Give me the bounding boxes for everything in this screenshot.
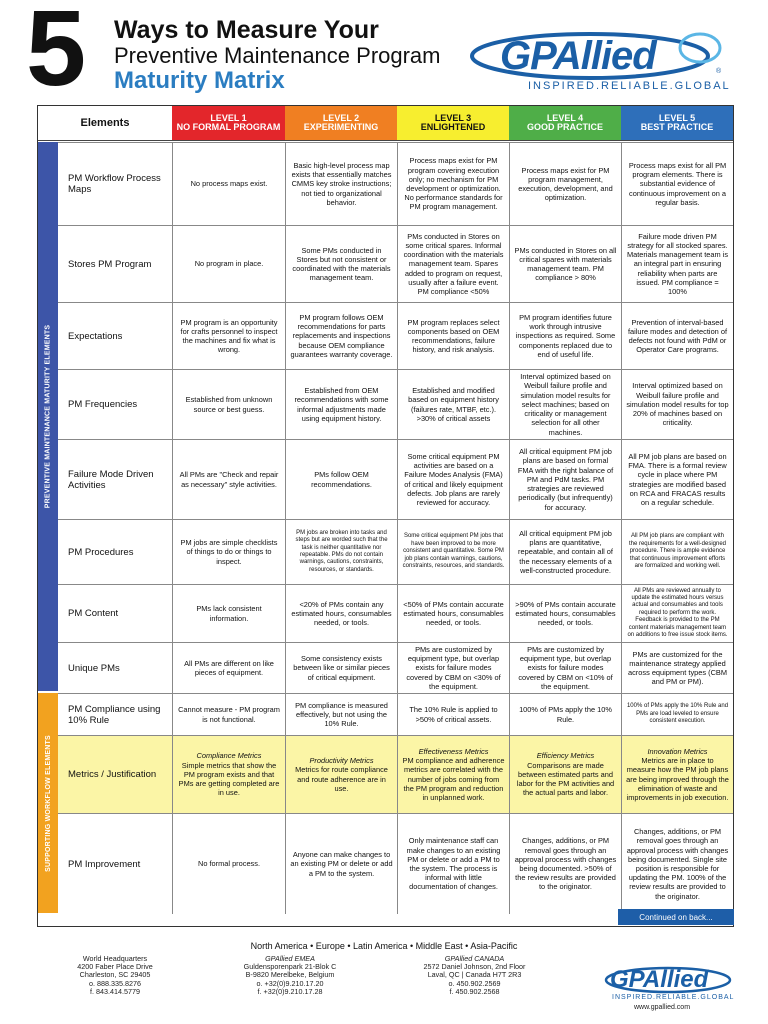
- level-2-cell: [285, 520, 397, 584]
- cell-text: Some consistency exists between like or similar pieces of critical equipment.: [293, 654, 390, 682]
- cell-content: [626, 703, 729, 725]
- level-3-cell: [397, 370, 509, 439]
- cell-text: No formal process.: [197, 859, 261, 869]
- level-5-cell: [621, 226, 733, 302]
- cell-text: Process maps exist for PM program covering execution only; no mechanism for PM development or optimization. No performance standards for PM program management.: [404, 156, 503, 212]
- level-5-cell: [621, 143, 733, 225]
- cell-text: Process maps exist for all PM program elements. There is substantial evidence of continuous improvement on a regular basis.: [628, 160, 727, 207]
- level-2-cell: [285, 370, 397, 439]
- page-header: [0, 0, 768, 108]
- element-name: PM Frequencies: [68, 399, 138, 410]
- cell-content: [290, 850, 393, 878]
- cell-text: 100% of PMs apply the 10% Rule and PMs are load leveled to ensure consistent execution.: [626, 703, 729, 725]
- level-1-cell: [172, 736, 285, 813]
- cell-content: [402, 747, 505, 802]
- element-name: PM Content: [68, 608, 119, 619]
- level-4-cell: [509, 736, 621, 813]
- cell-text: Anyone can make changes to an existing PM or delete or add a PM to the system.: [290, 850, 393, 878]
- level-2-cell: [285, 643, 397, 693]
- level-4-name: GOOD PRACTICE: [526, 122, 603, 132]
- level-4-cell: [509, 643, 621, 693]
- level-2-cell: [285, 585, 397, 642]
- cell-content: [626, 161, 729, 207]
- level-1-cell: [172, 520, 285, 584]
- level-4-cell: [509, 585, 621, 642]
- registered-mark: ®: [716, 68, 722, 75]
- level-1-cell: [172, 694, 285, 735]
- cell-text: Some critical equipment PM activities are based on a Failure Modes Analysis (FMA) of critical and likely equipment defects. Job plans are rarely reviewed for accuracy.: [404, 451, 503, 507]
- cell-text: Changes, additions, or PM removal goes through an approval process with changes being documented. >50% of the review results are provided to the originator.: [514, 836, 617, 892]
- level-5-name: BEST PRACTICE: [640, 122, 714, 132]
- cell-content: [402, 533, 505, 570]
- cell-content: [290, 756, 393, 793]
- cell-text: PM jobs are broken into tasks and steps but are worded such that the task is neither quantitative nor repeatable. PMs do not contain warnings, cautions, constraints, resources, or standards.: [295, 529, 388, 573]
- cell-text: All PM job plans are based on FMA. There is a formal review cycle in place where PM strategies are modified based on RCA and FRACAS results on a regular schedule.: [628, 451, 727, 507]
- level-1-cell: [172, 643, 285, 693]
- level-3-cell: [397, 520, 509, 584]
- office-canada-line-4: f. 450.902.2568: [449, 986, 500, 996]
- cell-content: [514, 836, 617, 891]
- level-3-number: LEVEL 3: [434, 113, 472, 123]
- level-2-cell: [285, 303, 397, 369]
- metric-title: Efficiency Metrics: [536, 751, 595, 761]
- level-1-name: NO FORMAL PROGRAM: [176, 122, 281, 132]
- level-5-cell: [621, 694, 733, 735]
- office-hq-line-3: o. 888.335.8276: [89, 978, 141, 988]
- cell-content: [177, 538, 281, 566]
- level-1-cell: [172, 585, 285, 642]
- element-name: Metrics / Justification: [68, 769, 157, 780]
- office-emea-line-4: f. +32(0)9.210.17.28: [257, 986, 323, 996]
- level-5-header: [621, 106, 733, 140]
- table-row: [58, 584, 733, 642]
- title-number: 5: [26, 0, 83, 108]
- level-1-cell: [172, 814, 285, 914]
- cell-text: No program in place.: [194, 259, 264, 269]
- sidebar-preventive-label: PREVENTIVE MAINTENANCE MATURITY ELEMENTS: [44, 324, 52, 509]
- table-row: [58, 813, 733, 914]
- cell-content: [402, 318, 505, 355]
- office-canada-line-3: o. 450.902.2569: [448, 978, 501, 988]
- level-3-cell: [397, 226, 509, 302]
- cell-text: All PMs are different on like pieces of equipment.: [184, 658, 274, 677]
- cell-text: PM compliance is measured effectively, but not using the 10% Rule.: [295, 700, 388, 729]
- table-row: [58, 693, 733, 735]
- cell-text: PM program identifies future work through intrusive inspections as required. Some components replaced due to end of useful life.: [515, 312, 616, 359]
- cell-content: [290, 654, 393, 682]
- table-row: [58, 369, 733, 439]
- cell-text: Established from OEM recommendations with some informal adjustments made using equipment history.: [294, 386, 389, 423]
- level-5-cell: [621, 303, 733, 369]
- level-1-cell: [172, 143, 285, 225]
- office-emea: [215, 955, 365, 1015]
- title-line-1: Ways to Measure Your: [114, 16, 379, 44]
- level-1-cell: [172, 226, 285, 302]
- cell-content: [514, 751, 617, 797]
- table-row: [58, 439, 733, 519]
- office-canada-line-2: Laval, QC | Canada H7T 2R3: [427, 970, 522, 980]
- office-canada-name: GPAllied CANADA: [444, 954, 505, 963]
- level-4-header: [509, 106, 621, 140]
- cell-text: Prevention of interval-based failure modes and detection of defects not found with PdM or Operator Care programs.: [627, 317, 728, 355]
- cell-text: Established from unknown source or best guess.: [185, 395, 273, 414]
- cell-text: Metrics for route compliance and route adherence are in use.: [295, 765, 388, 793]
- table-row: [58, 735, 733, 813]
- level-1-header: [172, 106, 285, 140]
- office-hq: [40, 955, 190, 1015]
- cell-text: Cannot measure - PM program is not functional.: [178, 705, 280, 724]
- table-row: [58, 642, 733, 693]
- cell-text: 100% of PMs apply the 10% Rule.: [519, 705, 612, 724]
- cell-text: PM program follows OEM recommendations for parts replacements and inspections because OEM compliance guarantees warranty coverage.: [290, 312, 393, 359]
- level-2-name: EXPERIMENTING: [303, 122, 379, 132]
- cell-text: Established and modified based on equipment history (failures rate, MTBF, etc.). >30% of critical assets: [408, 386, 499, 423]
- office-emea-line-1: Guldensporenpark 21-Blok C: [243, 962, 337, 972]
- cell-content: [402, 705, 505, 723]
- cell-content: [290, 701, 393, 729]
- table-row: [58, 142, 733, 225]
- cell-text: >90% of PMs contain accurate estimated hours, consumables needed, or tools.: [515, 599, 616, 628]
- level-5-cell: [621, 585, 733, 642]
- cell-text: All PMs are "Check and repair as necessary" style activities.: [179, 470, 279, 489]
- cell-content: [402, 452, 505, 507]
- cell-text: Interval optimized based on Weibull failure profile and simulation model results for top 20% of machines based on criticality.: [626, 381, 729, 428]
- element-name: PM Procedures: [68, 546, 134, 558]
- cell-content: [514, 600, 617, 628]
- cell-text: PM program is an opportunity for crafts personnel to inspect the machines and fix what is wrong.: [180, 317, 278, 355]
- office-canada-line-1: 2572 Daniel Johnson, 2nd Floor: [423, 962, 526, 972]
- cell-content: [402, 645, 505, 691]
- metric-title: Productivity Metrics: [309, 756, 374, 766]
- cell-content: [514, 372, 617, 436]
- cell-text: No process maps exist.: [190, 179, 268, 189]
- element-name: Stores PM Program: [68, 258, 152, 270]
- level-3-cell: [397, 143, 509, 225]
- cell-content: [626, 381, 729, 427]
- level-1-cell: [172, 370, 285, 439]
- cell-content: [402, 600, 505, 628]
- cell-content: [177, 470, 281, 488]
- cell-content: [402, 232, 505, 296]
- cell-content: [514, 705, 617, 723]
- cell-text: Some PMs conducted in Stores but not consistent or coordinated with the materials management team.: [292, 245, 391, 283]
- sidebar-supporting-label: SUPPORTING WORKFLOW ELEMENTS: [44, 734, 52, 872]
- cell-content: [402, 836, 505, 891]
- cell-content: [290, 161, 393, 207]
- cell-text: Only maintenance staff can make changes to an existing PM or delete or add a PM to the system. The process is informal with little documentation of changes.: [406, 836, 501, 892]
- element-name: PM Improvement: [68, 858, 141, 870]
- level-3-name: ENLIGHTENED: [420, 122, 486, 132]
- cell-content: [626, 318, 729, 355]
- cell-text: Interval optimized based on Weibull failure profile and simulation model results for select machines; based on criticality or management selection for all other machines.: [520, 372, 611, 437]
- element-name: Unique PMs: [68, 662, 120, 674]
- footer-logo: [604, 966, 744, 1016]
- cell-text: Simple metrics that show the PM program exists and that PMs are getting completed are in use.: [178, 760, 280, 798]
- cell-text: Metrics are in place to measure how the PM job plans are being improved through the elimination of waste and improvements in job execution.: [626, 756, 729, 802]
- cell-content: [191, 179, 268, 188]
- cell-content: [177, 604, 281, 622]
- metric-title: Compliance Metrics: [196, 751, 262, 761]
- level-4-cell: [509, 440, 621, 519]
- table-row: [58, 225, 733, 302]
- title-line-2: Preventive Maintenance Program: [114, 43, 441, 68]
- level-3-cell: [397, 814, 509, 914]
- level-5-cell: [621, 814, 733, 914]
- cell-content: [177, 751, 281, 797]
- level-2-cell: [285, 440, 397, 519]
- header-row: [38, 106, 733, 141]
- elements-header: Elements: [80, 116, 130, 129]
- cell-text: PMs follow OEM recommendations.: [311, 470, 372, 489]
- level-3-cell: [397, 303, 509, 369]
- maturity-matrix: [37, 105, 734, 927]
- cell-content: [514, 645, 617, 691]
- level-5-cell: [621, 643, 733, 693]
- cell-text: Process maps exist for PM program management, execution, development, and optimization.: [518, 165, 613, 203]
- cell-text: All PMs are reviewed annually to update the estimated hours versus actual and consumables and tools required to perform the work. Feedback is provided to the PM content materials management team on additions to free issue stock items.: [627, 587, 728, 639]
- cell-text: PMs are customized for the maintenance strategy applied across equipment types (CBM and PM or PM).: [628, 649, 727, 687]
- table-row: [58, 519, 733, 584]
- cell-text: <20% of PMs contain any estimated hours, consumables needed, or tools.: [291, 599, 392, 628]
- gpallied-logo: [470, 30, 750, 100]
- element-name: PM Compliance using 10% Rule: [68, 703, 161, 726]
- level-3-cell: [397, 643, 509, 693]
- cell-text: PM program replaces select components based on OEM recommendations, failure history, and risk analysis.: [407, 317, 500, 355]
- office-hq-line-2: Charleston, SC 29405: [79, 970, 151, 980]
- cell-content: [290, 313, 393, 359]
- cell-content: [514, 529, 617, 575]
- cell-text: PMs are customized by equipment type, but overlap exists for failure modes covered by CBM on <10% of the equipment.: [518, 644, 613, 691]
- cell-content: [290, 530, 393, 574]
- element-name: PM Workflow Process Maps: [68, 173, 161, 195]
- sidebar-preventive: [38, 142, 58, 691]
- cell-text: PMs lack consistent information.: [196, 604, 262, 623]
- level-2-header: [285, 106, 397, 140]
- cell-text: Some critical equipment PM jobs that have been improved to be more consistent and quantitative. Some PM job plans contain warnings, cautions, constraints, resources, and standards.: [402, 533, 505, 570]
- cell-text: All critical equipment PM job plans are quantitative, repeatable, and contain all of the necessary elements of a well-constructed procedure.: [518, 528, 613, 575]
- cell-content: [514, 447, 617, 511]
- cell-content: [626, 533, 729, 570]
- level-1-number: LEVEL 1: [210, 113, 247, 123]
- cell-content: [177, 318, 281, 355]
- cell-content: [514, 166, 617, 203]
- level-3-header: [397, 106, 509, 140]
- cell-content: [177, 705, 281, 723]
- level-4-cell: [509, 814, 621, 914]
- sidebar-supporting: [38, 693, 58, 913]
- office-emea-line-2: B-9820 Merelbeke, Belgium: [245, 970, 335, 980]
- element-name: Expectations: [68, 330, 123, 342]
- level-5-cell: [621, 520, 733, 584]
- cell-content: [514, 246, 617, 283]
- level-3-cell: [397, 440, 509, 519]
- level-1-cell: [172, 303, 285, 369]
- office-canada: [392, 955, 557, 1015]
- cell-content: [402, 156, 505, 211]
- cell-content: [626, 650, 729, 687]
- cell-content: [290, 600, 393, 628]
- office-hq-name: World Headquarters: [82, 954, 148, 963]
- cell-content: [177, 659, 281, 677]
- level-4-cell: [509, 370, 621, 439]
- cell-content: [626, 588, 729, 640]
- level-3-cell: [397, 736, 509, 813]
- office-hq-line-4: f. 843.414.5779: [90, 986, 140, 996]
- level-4-cell: [509, 303, 621, 369]
- cell-content: [626, 452, 729, 507]
- cell-content: [626, 232, 729, 296]
- website-link[interactable]: www.gpallied.com: [634, 1004, 691, 1011]
- cell-text: PMs conducted in Stores on all critical spares with materials management team. PM compliance > 80%: [514, 245, 617, 283]
- cell-text: Changes, additions, or PM removal goes through an approval process with changes being documented. Single site position is responsible for updating the PM. 100% of the review results are provided to the originator.: [626, 827, 729, 901]
- level-3-cell: [397, 694, 509, 735]
- level-2-cell: [285, 814, 397, 914]
- level-4-cell: [509, 226, 621, 302]
- logo-tagline: INSPIRED.RELIABLE.GLOBAL: [528, 80, 731, 92]
- cell-content: [626, 827, 729, 901]
- logo-wordmark: GPAllied: [500, 34, 656, 78]
- cell-content: [514, 313, 617, 359]
- cell-text: PMs conducted in Stores on some critical spares. Informal coordination with the materials management team. Spares added to program on request, usually after a failure event. PM compliance <50%: [403, 231, 504, 296]
- cell-text: All PM job plans are compliant with the requirements for a well-designed procedure. There is ample evidence that continuous improvement efforts are formalized and working well.: [628, 533, 727, 570]
- level-2-cell: [285, 694, 397, 735]
- cell-text: <50% of PMs contain accurate estimated hours, consumables needed, or tools.: [403, 599, 504, 628]
- level-2-cell: [285, 226, 397, 302]
- table-row: [58, 302, 733, 369]
- cell-text: PMs are customized by equipment type, but overlap exists for failure modes covered by CBM on <30% of the equipment.: [406, 644, 501, 691]
- regions-line: North America • Europe • Latin America • Middle East • Asia-Pacific: [250, 941, 518, 951]
- level-2-cell: [285, 143, 397, 225]
- cell-content: [290, 386, 393, 423]
- cell-text: All critical equipment PM job plans are based on formal FMA with the right balance of PM and PdM tasks. PM strategies are reviewed periodically (but infrequently) for accuracy.: [517, 447, 614, 512]
- cell-text: Failure mode driven PM strategy for all stocked spares. Materials management team is an integral part in ensuring reliability when parts are issued. PM compliance = 100%: [626, 231, 729, 296]
- footer-logo-tagline: INSPIRED.RELIABLE.GLOBAL: [612, 994, 735, 1001]
- cell-content: [195, 259, 264, 268]
- continued-on-back[interactable]: Continued on back...: [618, 909, 734, 925]
- office-emea-name: GPAllied EMEA: [265, 954, 315, 963]
- level-5-cell: [621, 736, 733, 813]
- level-5-cell: [621, 440, 733, 519]
- level-3-cell: [397, 585, 509, 642]
- level-5-cell: [621, 370, 733, 439]
- metric-title: Effectiveness Metrics: [418, 746, 489, 756]
- cell-content: [626, 747, 729, 802]
- level-4-cell: [509, 520, 621, 584]
- cell-text: Basic high-level process map exists that essentially matches CMMS key stroke instructions; not tied to organizational behavior.: [291, 160, 392, 207]
- cell-content: [290, 470, 393, 488]
- level-4-number: LEVEL 4: [546, 113, 584, 123]
- cell-text: The 10% Rule is applied to >50% of critical assets.: [409, 705, 498, 724]
- level-4-cell: [509, 694, 621, 735]
- level-1-cell: [172, 440, 285, 519]
- cell-text: Comparisons are made between estimated parts and labor for the PM activities and the actual parts and labor.: [516, 760, 615, 798]
- title-line-3: Maturity Matrix: [114, 67, 285, 94]
- level-5-number: LEVEL 5: [658, 113, 696, 123]
- level-4-cell: [509, 143, 621, 225]
- element-name: Failure Mode Driven Activities: [68, 468, 154, 491]
- cell-text: PM compliance and adherence metrics are correlated with the number of jobs coming from the PM program and reduction in unplanned work.: [402, 756, 505, 802]
- cell-content: [198, 859, 260, 868]
- office-emea-line-3: o. +32(0)9.210.17.20: [256, 978, 324, 988]
- cell-text: PM jobs are simple checklists of things to do or things to inspect.: [180, 538, 278, 566]
- cell-content: [402, 386, 505, 423]
- footer-logo-wordmark: GPAllied: [610, 966, 709, 993]
- level-2-cell: [285, 736, 397, 813]
- cell-content: [290, 246, 393, 283]
- office-hq-line-1: 4200 Faber Place Drive: [77, 962, 153, 972]
- cell-content: [177, 395, 281, 413]
- level-2-number: LEVEL 2: [322, 113, 360, 123]
- metric-title: Innovation Metrics: [647, 746, 708, 756]
